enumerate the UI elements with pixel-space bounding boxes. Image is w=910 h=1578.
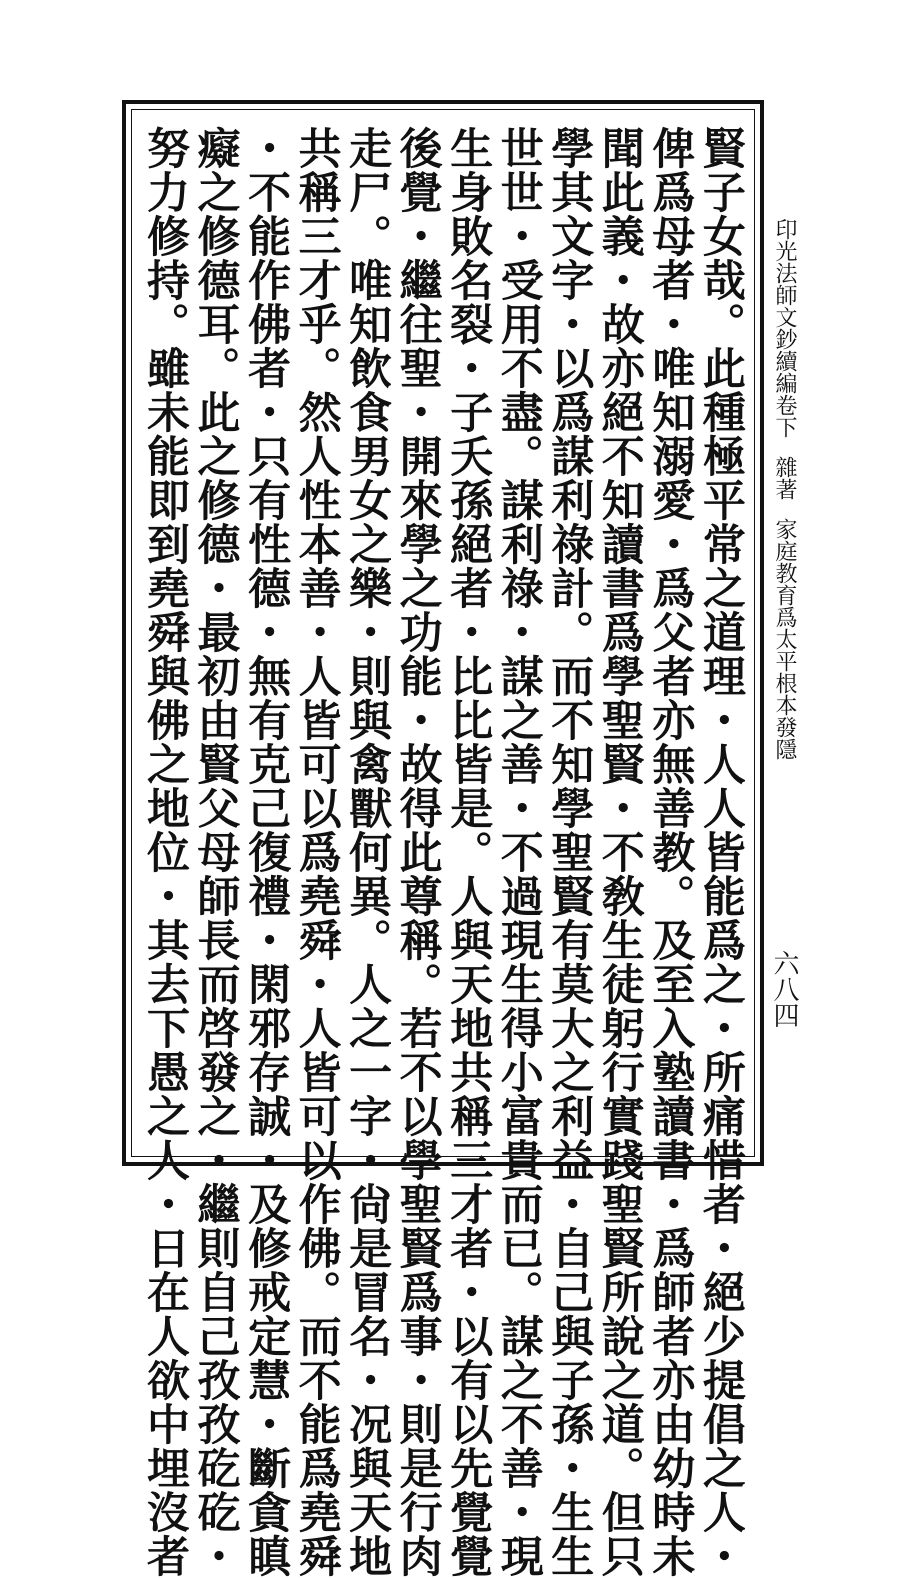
text-column: ・不能作佛者・只有性德・無有克己復禮・閑邪存誠・及修戒定慧・斷貪瞋 <box>241 126 292 1578</box>
body-text <box>140 126 746 1578</box>
text-column: 努力修持。雖未能即到堯舜與佛之地位・其去下愚之人・日在人欲中埋沒者 <box>140 126 190 1578</box>
running-header <box>770 218 798 838</box>
text-column: 俾爲母者・唯知溺愛・爲父者亦無善教。及至入塾讀書・爲師者亦由幼時未 <box>645 126 696 1578</box>
page-number: 六八四 <box>769 950 799 1028</box>
text-column: 後覺・繼往聖・開來學之功能・故得此尊稱。若不以學聖賢爲事・則是行肉 <box>392 126 443 1578</box>
book-title: 印光法師文鈔續編卷下 <box>772 218 797 438</box>
article-title: 家庭教育爲太平根本發隱 <box>772 518 797 760</box>
section-label: 雜著 <box>772 456 797 500</box>
text-column: 癡之修德耳。此之修德・最初由賢父母師長而啓發之・繼則自己孜孜矻矻・ <box>190 126 241 1578</box>
text-column: 共稱三才乎。然人性本善・人皆可以爲堯舜・人皆可以作佛。而不能爲堯舜 <box>291 126 342 1578</box>
text-column: 賢子女哉。此種極平常之道理・人人皆能爲之・所痛惜者・絕少提倡之人・ <box>695 126 746 1578</box>
text-column: 生身敗名裂・子夭孫絕者・比比皆是。人與天地共稱三才者・以有以先覺覺 <box>443 126 494 1578</box>
text-column: 學其文字・以爲謀利祿計。而不知學聖賢有莫大之利益・自己與子孫・生生 <box>544 126 595 1578</box>
text-column: 走尸。唯知飲食男女之樂・則與禽獸何異。人之一字・尙是冒名・况與天地 <box>342 126 393 1578</box>
text-column: 聞此義・故亦絕不知讀書爲學聖賢・不敎生徒躬行實踐聖賢所說之道。但只 <box>594 126 645 1578</box>
text-column: 世世・受用不盡。謀利祿・謀之善・不過現生得小富貴而已。謀之不善・現 <box>493 126 544 1578</box>
